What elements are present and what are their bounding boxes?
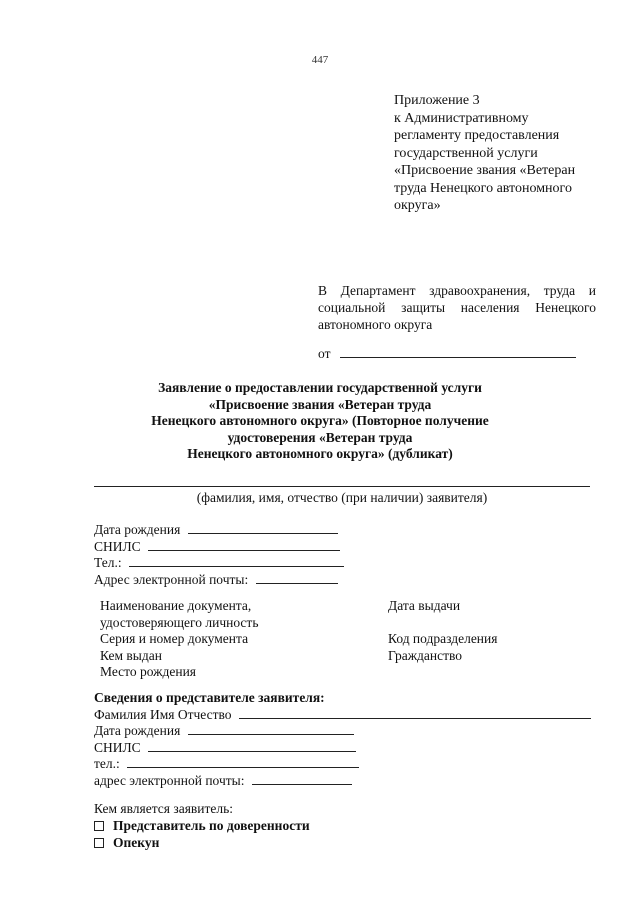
applicant-name-caption: (фамилия, имя, отчество (при наличии) заявителя) <box>196 490 488 505</box>
option-guardian[interactable] <box>94 834 310 851</box>
snils-input-line[interactable] <box>148 550 340 551</box>
recipient-block: В Департамент здравоохранения, труда и социальной защиты населения Ненецкого автономного округа <box>318 283 596 332</box>
rep-phone-label: тел.: <box>94 756 120 771</box>
rep-snils-input-line[interactable] <box>148 751 356 752</box>
page-number: 447 <box>311 54 329 66</box>
doc-series-label: Серия и номер документа <box>100 631 249 646</box>
phone-label: Тел.: <box>94 555 122 570</box>
from-input-line[interactable] <box>340 357 576 358</box>
representative-section <box>94 690 591 789</box>
checkbox-proxy[interactable] <box>94 821 104 831</box>
email-input-line[interactable] <box>256 583 338 584</box>
option-guardian-label: Опекун <box>113 835 160 850</box>
from-label: от <box>318 346 331 361</box>
snils-label: СНИЛС <box>94 538 141 554</box>
appendix-line: труда Ненецкого автономного <box>394 180 572 196</box>
option-proxy-label: Представитель по доверенности <box>113 818 310 833</box>
title-line: Заявление о предоставлении государственной услуги <box>158 380 482 395</box>
birth-date-input-line[interactable] <box>188 533 338 534</box>
rep-birth-date-input-line[interactable] <box>188 734 354 735</box>
appendix-line: государственной услуги <box>394 145 538 161</box>
application-title <box>120 380 520 463</box>
from-field <box>318 346 576 362</box>
citizenship-label: Гражданство <box>388 647 463 663</box>
applicant-birth-date-field <box>94 522 344 539</box>
issue-date-label: Дата выдачи <box>388 598 461 613</box>
applicant-type-section <box>94 800 310 851</box>
applicant-name-line[interactable] <box>94 486 590 487</box>
rep-email-field <box>94 773 591 790</box>
rep-full-name-input-line[interactable] <box>239 718 591 719</box>
identity-document-right <box>388 598 497 664</box>
checkbox-guardian[interactable] <box>94 838 104 848</box>
appendix-line: «Присвоение звания «Ветеран <box>394 163 576 178</box>
option-proxy[interactable] <box>94 817 310 834</box>
title-line: Ненецкого автономного округа» (дубликат) <box>187 446 453 461</box>
appendix-header <box>394 92 614 215</box>
rep-full-name-field <box>94 707 591 724</box>
representative-heading: Сведения о представителе заявителя: <box>94 690 325 705</box>
email-label: Адрес электронной почты: <box>94 571 249 587</box>
spacer <box>388 615 497 632</box>
appendix-line: Приложение 3 <box>394 93 480 108</box>
applicant-details <box>94 522 344 588</box>
applicant-snils-field <box>94 539 344 556</box>
division-code-label: Код подразделения <box>388 631 498 646</box>
applicant-phone-field <box>94 555 344 572</box>
appendix-line: округа» <box>394 198 441 213</box>
identity-document-left <box>100 598 258 681</box>
rep-phone-field <box>94 756 591 773</box>
birth-place-label: Место рождения <box>100 664 197 679</box>
title-line: удостоверения «Ветеран труда <box>227 429 413 445</box>
rep-birth-date-label: Дата рождения <box>94 723 181 738</box>
rep-full-name-label: Фамилия Имя Отчество <box>94 706 232 722</box>
appendix-line: к Административному <box>394 110 529 126</box>
rep-email-input-line[interactable] <box>252 784 352 785</box>
doc-name-label: Наименование документа, <box>100 598 252 613</box>
rep-snils-field <box>94 740 591 757</box>
rep-birth-date-field <box>94 723 591 740</box>
birth-date-label: Дата рождения <box>94 522 181 537</box>
applicant-type-question: Кем является заявитель: <box>94 801 234 816</box>
applicant-email-field <box>94 572 344 589</box>
title-line: Ненецкого автономного округа» (Повторное получение <box>151 413 489 428</box>
doc-name-label-cont: удостоверяющего личность <box>100 614 259 630</box>
rep-email-label: адрес электронной почты: <box>94 772 245 788</box>
title-line: «Присвоение звания «Ветеран труда <box>208 396 432 412</box>
doc-issued-by-label: Кем выдан <box>100 647 162 663</box>
rep-phone-input-line[interactable] <box>127 767 359 768</box>
phone-input-line[interactable] <box>129 566 344 567</box>
appendix-line: регламенту предоставления <box>394 128 560 143</box>
rep-snils-label: СНИЛС <box>94 739 141 755</box>
